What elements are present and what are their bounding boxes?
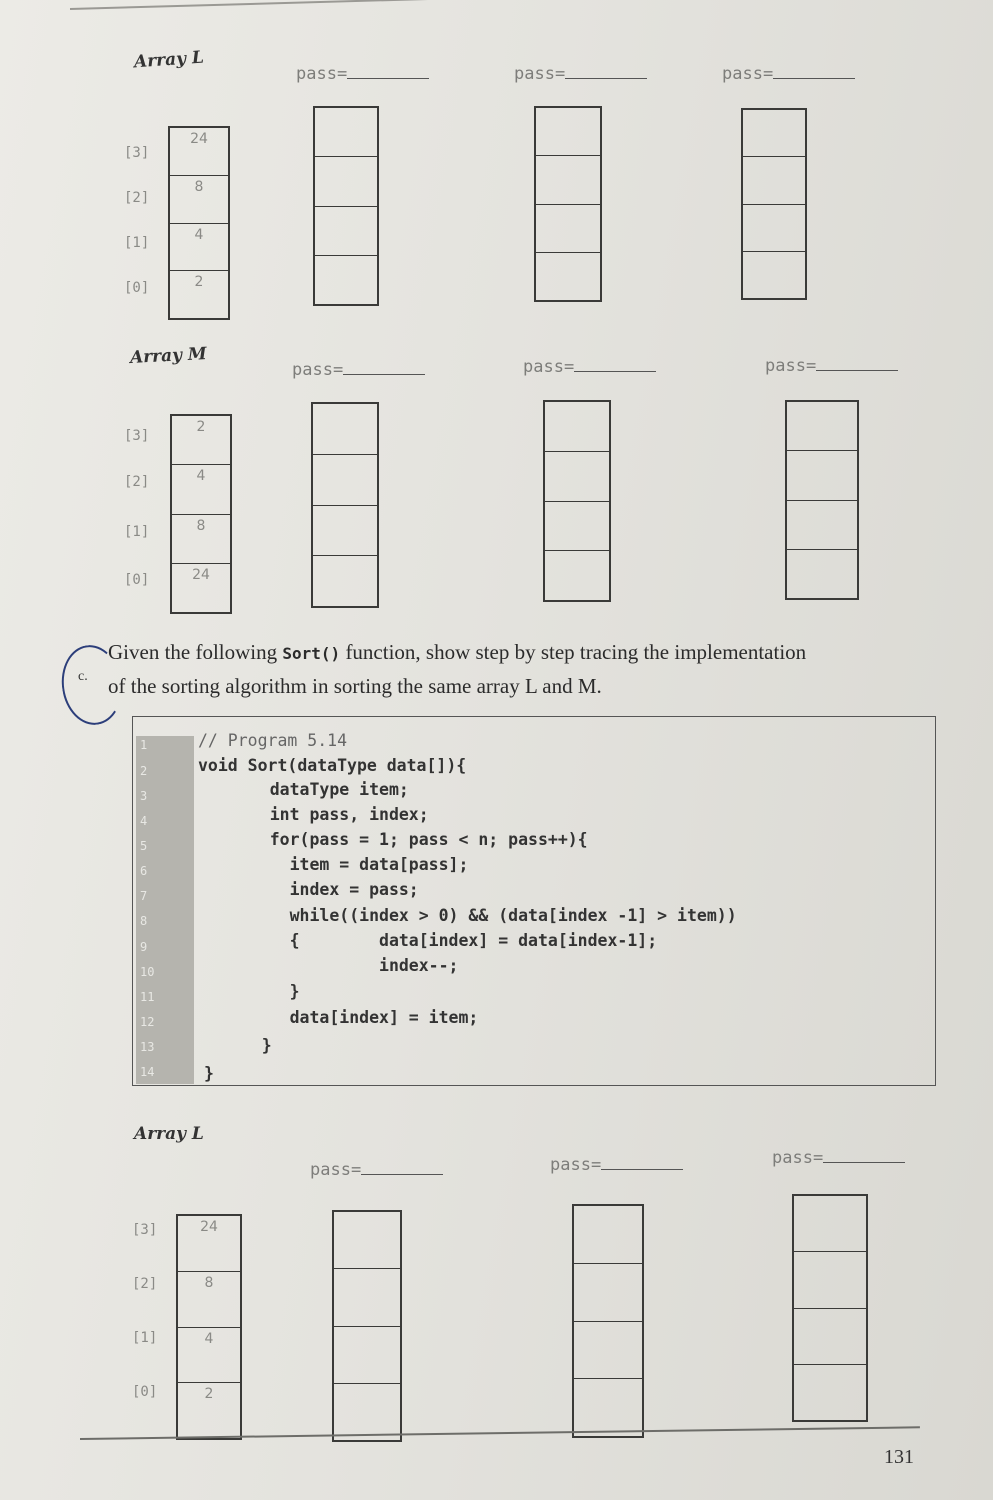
array-pass-box[interactable]	[332, 1210, 402, 1442]
array-pass-box[interactable]	[311, 402, 379, 608]
code-line: // Program 5.14	[198, 731, 348, 750]
line-number: 12	[140, 1015, 155, 1029]
array-m-initial	[170, 414, 232, 614]
array-cell: 2	[194, 274, 204, 291]
code-line: void Sort(dataType data[]){	[198, 756, 467, 775]
pass-blank[interactable]	[361, 1160, 443, 1175]
code-line: dataType item;	[230, 780, 409, 799]
pass-label: pass=	[310, 1160, 443, 1180]
pass-label: pass=	[765, 356, 898, 376]
empty-cell[interactable]	[787, 451, 857, 500]
array-cell: 24	[178, 1216, 240, 1272]
pass-label: pass=	[550, 1155, 683, 1175]
array-m-title: Array M	[129, 344, 208, 368]
line-number: 7	[140, 889, 148, 903]
empty-cell[interactable]	[334, 1327, 400, 1384]
empty-cell[interactable]	[334, 1212, 400, 1269]
index-label: [0]	[132, 1384, 158, 1400]
index-label: [3]	[132, 1222, 158, 1238]
array-cell: 8	[172, 515, 230, 564]
code-line: index = pass;	[230, 880, 419, 899]
empty-cell[interactable]	[794, 1196, 866, 1252]
empty-cell[interactable]	[315, 108, 377, 157]
code-line: { data[index] = data[index-1];	[230, 931, 658, 950]
line-number: 5	[140, 839, 148, 853]
index-label: [0]	[124, 280, 150, 296]
pass-blank[interactable]	[823, 1148, 905, 1163]
empty-cell[interactable]	[794, 1365, 866, 1420]
empty-cell[interactable]	[545, 551, 609, 600]
array-l-initial	[168, 126, 230, 320]
pass-blank[interactable]	[816, 356, 898, 371]
empty-cell[interactable]	[743, 252, 805, 298]
array-pass-box[interactable]	[792, 1194, 868, 1422]
empty-cell[interactable]	[574, 1264, 642, 1322]
array-cell: 24	[192, 566, 210, 583]
pass-label: pass=	[514, 64, 647, 84]
question-text: Given the following Sort() function, show step by step tracing the implementation of the sorting algorithm in sorting the same array L and M.	[108, 640, 807, 698]
array-pass-box[interactable]	[572, 1204, 644, 1438]
line-number: 10	[140, 965, 155, 979]
code-line: }	[204, 1064, 214, 1083]
empty-cell[interactable]	[787, 550, 857, 598]
pass-blank[interactable]	[565, 64, 647, 79]
pass-label: pass=	[296, 64, 429, 84]
array-cell: 8	[178, 1272, 240, 1328]
empty-cell[interactable]	[315, 207, 377, 256]
pass-blank[interactable]	[574, 357, 656, 372]
line-number: 3	[140, 789, 148, 803]
line-number: 14	[140, 1065, 155, 1079]
line-number: 11	[140, 990, 155, 1004]
index-label: [1]	[132, 1330, 158, 1346]
index-label: [2]	[124, 190, 150, 206]
empty-cell[interactable]	[313, 455, 377, 506]
pass-blank[interactable]	[773, 64, 855, 79]
empty-cell[interactable]	[574, 1379, 642, 1436]
empty-cell[interactable]	[334, 1269, 400, 1326]
pass-blank[interactable]	[347, 64, 429, 79]
array-l-title: Array L	[133, 47, 205, 73]
empty-cell[interactable]	[794, 1252, 866, 1308]
array-l-title: Array L	[134, 1124, 204, 1144]
line-number: 6	[140, 864, 148, 878]
empty-cell[interactable]	[794, 1309, 866, 1365]
index-label: [2]	[132, 1276, 158, 1292]
line-number: 1	[140, 738, 148, 752]
pass-label: pass=	[772, 1148, 905, 1168]
pass-label: pass=	[292, 360, 425, 380]
empty-cell[interactable]	[334, 1384, 400, 1440]
empty-cell[interactable]	[313, 404, 377, 455]
index-label: [3]	[124, 145, 150, 161]
empty-cell[interactable]	[545, 452, 609, 502]
pass-label: pass=	[722, 64, 855, 84]
line-number: 13	[140, 1040, 155, 1054]
code-line: data[index] = item;	[230, 1008, 479, 1027]
array-cell: 4	[178, 1328, 240, 1384]
empty-cell[interactable]	[313, 556, 377, 606]
empty-cell[interactable]	[545, 502, 609, 552]
array-cell: 4	[172, 465, 230, 514]
array-pass-box[interactable]	[313, 106, 379, 306]
array-cell: 2	[204, 1386, 214, 1403]
line-number: 9	[140, 940, 148, 954]
index-label: [1]	[124, 235, 150, 251]
empty-cell[interactable]	[536, 108, 600, 156]
code-line: index--;	[230, 956, 459, 975]
top-rule	[70, 0, 830, 10]
empty-cell[interactable]	[536, 156, 600, 204]
line-number: 4	[140, 814, 148, 828]
code-line: item = data[pass];	[230, 855, 469, 874]
index-label: [0]	[124, 572, 150, 588]
empty-cell[interactable]	[315, 157, 377, 206]
array-cell: 2	[172, 416, 230, 465]
array-cell: 4	[170, 224, 228, 272]
index-label: [1]	[124, 524, 150, 540]
empty-cell[interactable]	[743, 205, 805, 252]
index-label: [2]	[124, 474, 150, 490]
code-line: }	[230, 982, 300, 1001]
line-number: 8	[140, 914, 148, 928]
empty-cell[interactable]	[313, 506, 377, 557]
page-number: 131	[884, 1446, 914, 1468]
code-line: for(pass = 1; pass < n; pass++){	[230, 830, 588, 849]
line-number: 2	[140, 764, 148, 778]
empty-cell[interactable]	[787, 402, 857, 451]
index-label: [3]	[124, 428, 150, 444]
array-pass-box[interactable]	[741, 108, 807, 300]
empty-cell[interactable]	[743, 110, 805, 157]
empty-cell[interactable]	[743, 157, 805, 204]
function-name: Sort()	[282, 644, 341, 663]
empty-cell[interactable]	[545, 402, 609, 452]
array-l-initial	[176, 1214, 242, 1440]
pass-blank[interactable]	[601, 1155, 683, 1170]
array-cell: 24	[170, 128, 228, 176]
empty-cell[interactable]	[787, 501, 857, 550]
empty-cell[interactable]	[536, 253, 600, 300]
code-line: while((index > 0) && (data[index -1] > item))	[230, 906, 737, 925]
array-cell: 8	[170, 176, 228, 224]
empty-cell[interactable]	[536, 205, 600, 253]
array-pass-box[interactable]	[543, 400, 611, 602]
code-line: }	[222, 1036, 272, 1055]
array-pass-box[interactable]	[785, 400, 859, 600]
code-line: int pass, index;	[230, 805, 429, 824]
empty-cell[interactable]	[315, 256, 377, 304]
empty-cell[interactable]	[574, 1206, 642, 1264]
question-label: c.	[78, 669, 88, 684]
pass-blank[interactable]	[343, 360, 425, 375]
pass-label: pass=	[523, 357, 656, 377]
array-pass-box[interactable]	[534, 106, 602, 302]
empty-cell[interactable]	[574, 1322, 642, 1380]
